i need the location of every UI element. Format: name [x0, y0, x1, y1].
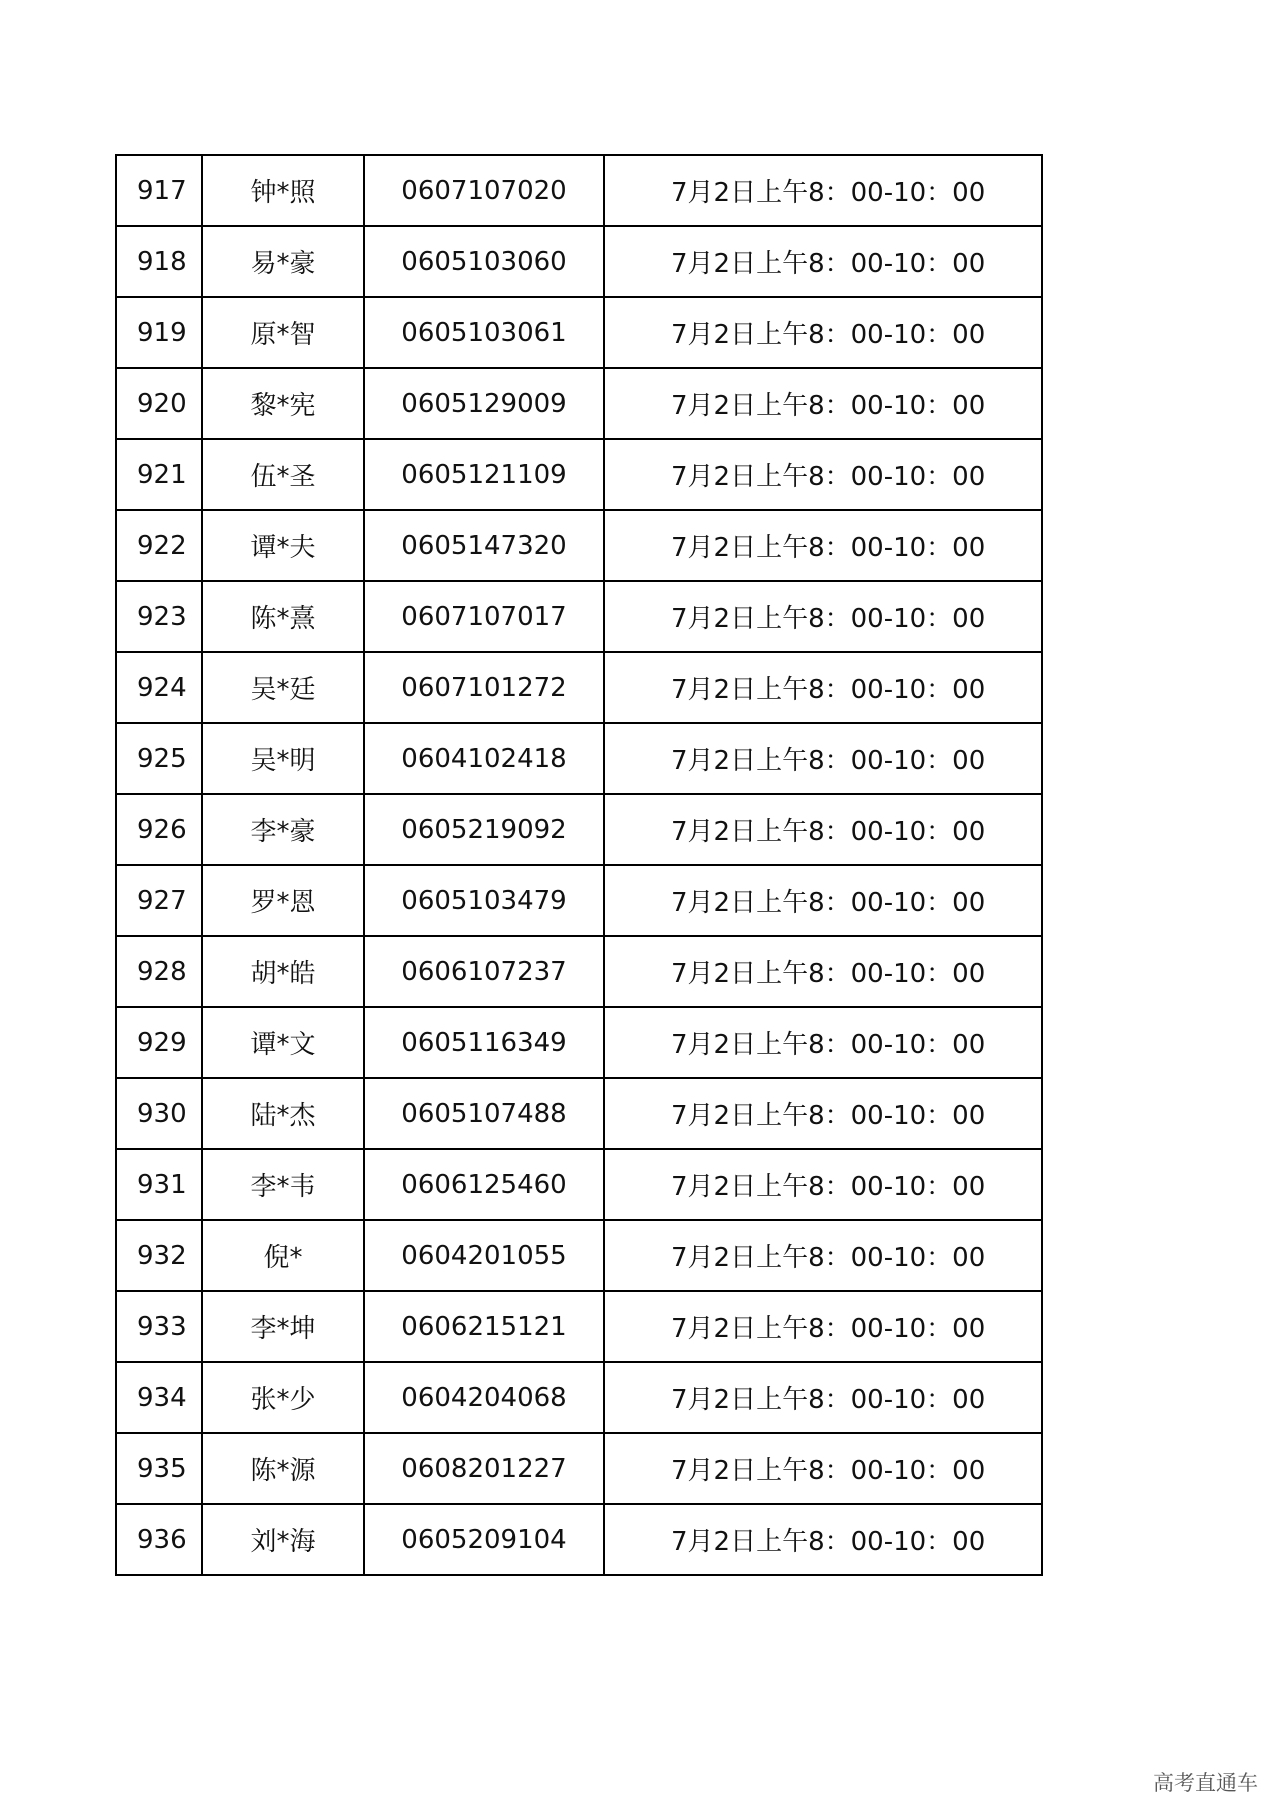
table-row: [116, 1078, 1042, 1149]
time-cell: 7月2日上午8：00-10：00: [604, 1504, 1042, 1575]
candidate-number-cell: 0606125460: [364, 1149, 604, 1220]
index-cell: 931: [116, 1149, 202, 1220]
time-cell: 7月2日上午8：00-10：00: [604, 1220, 1042, 1291]
table-row: [116, 652, 1042, 723]
index-cell: 918: [116, 226, 202, 297]
table-row: [116, 1007, 1042, 1078]
index-cell: 926: [116, 794, 202, 865]
candidate-number-cell: 0605121109: [364, 439, 604, 510]
table-row: [116, 865, 1042, 936]
table-row: [116, 1504, 1042, 1575]
candidate-number-cell: 0605219092: [364, 794, 604, 865]
candidate-number-cell: 0605116349: [364, 1007, 604, 1078]
name-cell: 胡*皓: [202, 936, 364, 1007]
candidate-number-cell: 0606215121: [364, 1291, 604, 1362]
index-cell: 924: [116, 652, 202, 723]
schedule-table: [115, 154, 1043, 1576]
name-cell: 易*豪: [202, 226, 364, 297]
candidate-number-cell: 0605129009: [364, 368, 604, 439]
time-cell: 7月2日上午8：00-10：00: [604, 1433, 1042, 1504]
table-row: [116, 1291, 1042, 1362]
time-cell: 7月2日上午8：00-10：00: [604, 865, 1042, 936]
name-cell: 倪*: [202, 1220, 364, 1291]
table-row: [116, 155, 1042, 226]
name-cell: 陈*熹: [202, 581, 364, 652]
candidate-number-cell: 0605103061: [364, 297, 604, 368]
candidate-number-cell: 0607107017: [364, 581, 604, 652]
name-cell: 李*坤: [202, 1291, 364, 1362]
time-cell: 7月2日上午8：00-10：00: [604, 1149, 1042, 1220]
name-cell: 罗*恩: [202, 865, 364, 936]
table-row: [116, 1149, 1042, 1220]
name-cell: 刘*海: [202, 1504, 364, 1575]
name-cell: 黎*宪: [202, 368, 364, 439]
name-cell: 陈*源: [202, 1433, 364, 1504]
table-row: [116, 1433, 1042, 1504]
time-cell: 7月2日上午8：00-10：00: [604, 1362, 1042, 1433]
index-cell: 928: [116, 936, 202, 1007]
table-row: [116, 439, 1042, 510]
candidate-number-cell: 0604201055: [364, 1220, 604, 1291]
table-row: [116, 510, 1042, 581]
candidate-number-cell: 0604204068: [364, 1362, 604, 1433]
index-cell: 925: [116, 723, 202, 794]
index-cell: 933: [116, 1291, 202, 1362]
name-cell: 张*少: [202, 1362, 364, 1433]
index-cell: 927: [116, 865, 202, 936]
time-cell: 7月2日上午8：00-10：00: [604, 581, 1042, 652]
table-row: [116, 1362, 1042, 1433]
candidate-number-cell: 0607107020: [364, 155, 604, 226]
index-cell: 934: [116, 1362, 202, 1433]
time-cell: 7月2日上午8：00-10：00: [604, 652, 1042, 723]
time-cell: 7月2日上午8：00-10：00: [604, 1007, 1042, 1078]
time-cell: 7月2日上午8：00-10：00: [604, 226, 1042, 297]
name-cell: 陆*杰: [202, 1078, 364, 1149]
index-cell: 922: [116, 510, 202, 581]
table-body: [116, 155, 1042, 1575]
name-cell: 吴*廷: [202, 652, 364, 723]
candidate-number-cell: 0605147320: [364, 510, 604, 581]
table-row: [116, 297, 1042, 368]
name-cell: 吴*明: [202, 723, 364, 794]
candidate-number-cell: 0605209104: [364, 1504, 604, 1575]
time-cell: 7月2日上午8：00-10：00: [604, 1291, 1042, 1362]
candidate-number-cell: 0604102418: [364, 723, 604, 794]
table-row: [116, 581, 1042, 652]
table-row: [116, 226, 1042, 297]
table-row: [116, 794, 1042, 865]
candidate-number-cell: 0608201227: [364, 1433, 604, 1504]
time-cell: 7月2日上午8：00-10：00: [604, 1078, 1042, 1149]
index-cell: 932: [116, 1220, 202, 1291]
table-row: [116, 1220, 1042, 1291]
index-cell: 935: [116, 1433, 202, 1504]
candidate-number-cell: 0605103060: [364, 226, 604, 297]
time-cell: 7月2日上午8：00-10：00: [604, 155, 1042, 226]
index-cell: 917: [116, 155, 202, 226]
name-cell: 李*韦: [202, 1149, 364, 1220]
table-row: [116, 368, 1042, 439]
index-cell: 936: [116, 1504, 202, 1575]
table-row: [116, 723, 1042, 794]
candidate-number-cell: 0605107488: [364, 1078, 604, 1149]
watermark-text: 高考直通车: [1153, 1771, 1258, 1795]
index-cell: 929: [116, 1007, 202, 1078]
index-cell: 920: [116, 368, 202, 439]
time-cell: 7月2日上午8：00-10：00: [604, 794, 1042, 865]
candidate-number-cell: 0605103479: [364, 865, 604, 936]
name-cell: 李*豪: [202, 794, 364, 865]
name-cell: 谭*夫: [202, 510, 364, 581]
index-cell: 930: [116, 1078, 202, 1149]
index-cell: 921: [116, 439, 202, 510]
name-cell: 原*智: [202, 297, 364, 368]
candidate-number-cell: 0606107237: [364, 936, 604, 1007]
time-cell: 7月2日上午8：00-10：00: [604, 936, 1042, 1007]
table-row: [116, 936, 1042, 1007]
time-cell: 7月2日上午8：00-10：00: [604, 297, 1042, 368]
candidate-number-cell: 0607101272: [364, 652, 604, 723]
time-cell: 7月2日上午8：00-10：00: [604, 439, 1042, 510]
name-cell: 谭*文: [202, 1007, 364, 1078]
index-cell: 919: [116, 297, 202, 368]
name-cell: 钟*照: [202, 155, 364, 226]
time-cell: 7月2日上午8：00-10：00: [604, 510, 1042, 581]
index-cell: 923: [116, 581, 202, 652]
name-cell: 伍*圣: [202, 439, 364, 510]
time-cell: 7月2日上午8：00-10：00: [604, 723, 1042, 794]
time-cell: 7月2日上午8：00-10：00: [604, 368, 1042, 439]
